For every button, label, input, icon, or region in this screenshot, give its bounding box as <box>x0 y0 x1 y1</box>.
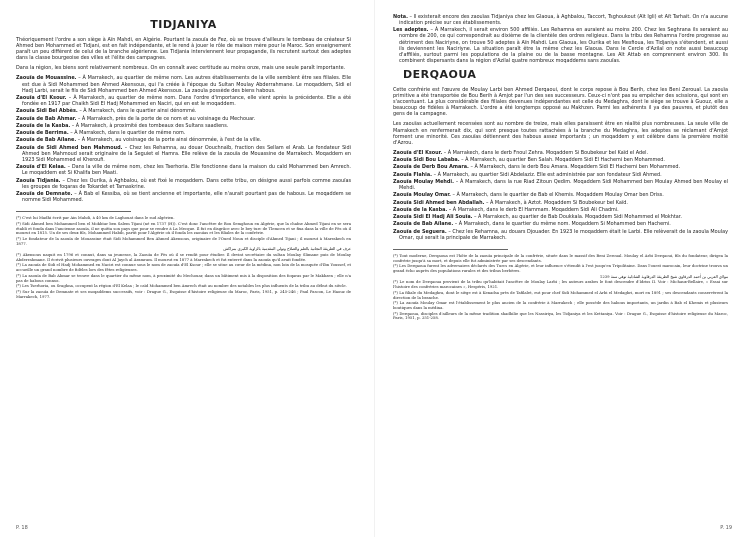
zaouia-name: Zaouïa Sidi Ahmed ben Abdallah. <box>393 199 485 206</box>
zaouia-text: – À Marrakech, dans la rue Riad Zitoun Qedim. Moqaddem Sidi Mohammed ben Moulay Ahmed ben Moulay el Mehdi. <box>399 178 729 191</box>
zaouia-text: – Chez les Rehamna, au douars Djouader. En 1923 le moqaddem était le Larbi. Elle relèverait de la zaouïa Moulay Omar, qui serait la principale de Marrakech. <box>399 228 728 241</box>
right-page <box>375 0 750 537</box>
note-text: – À Marrakech, il serait environ 500 affiliés. Les Rehamna en auraient au moins 200. Chez les Seghrana ils seraient au nombre de 200, ce qui correspondrait au dixième de la clientèle des ordres religieux. Dans la tribu des Rehamna l'ordre progresse au détriment des Naciriyne, on trouve 50 adeptes à Aïn Mahdi. Les Glaoua, les Ourika et les Mesfioua, les Tidjaniya s'étendent, et aussi ils deviennent les Naciriyne. La situation paraît être la même chez les Glaoua. Dans le Cercle d'Azilal on note aussi beaucoup d'affiliés, surtout parmi les populations de la plaine ou de la basse montagne. Les Aït Attab en comprennent environ 300. Ils combinent dispersants dans la région d'Azilal quatre nombreux moqaddems sans zaouïas. <box>399 27 728 64</box>
zaouia-entry <box>16 123 351 129</box>
zaouia-entry <box>393 214 728 220</box>
intro-paragraph: Théoriquement l'ordre a son siège à Aïn Mahdi, en Algérie. Pourtant la zaouïa de Fez, où se trouve d'ailleurs le tombeau de créateur Si Ahmed ben Mohammed et Tidjani, est en fait indépendante, et le rend à jouer le rôle de maison mère pour le Maroc. Son enseignement paraît un peu différent de celui de la branche algérienne. Les Tidjania interviennent leur propagande, ils recrutent surtout des adeptes dans la classe bourgeoise des villes et l'élite des campagnes. <box>16 37 351 62</box>
zaouia-list <box>16 75 351 203</box>
zaouia-entry <box>393 172 728 178</box>
zaouia-text: – Chez les Rehamna, au douar Oouchnaïb, fraction des Sellam el Arab. Le fondateur Sidi Ahmed ben Mahmoud serait originaire de la Seguiet el Hamra. Elle relève de la zaouïa de Mouassine de Marrakech. Moqaddem en 1923 Sidi Mohammed el Kheroufi. <box>22 144 351 163</box>
note-text: – Il existerait encore des zaouïas Tidjaniya chez les Glaoua, à Aghbalou, Taccort, Tsghoukout (Aït Igli) et Aït Tarhait. On n'a aucune indication précise sur ces établissements. <box>399 14 728 27</box>
zaouia-text: – À Marrakech, au quartier Sidi Abdelaziz. Elle est administrée par son fondateur Sidi Ahmed. <box>433 171 662 178</box>
left-page-title: TIDJANIYA <box>150 18 217 31</box>
footnote-arabic: مولاي العربي بن أحمد الدرقاوي شيخ الطريقة الدرقاوية الشاذلية توفي سنة 1239 <box>599 273 728 279</box>
note-entry <box>393 14 728 26</box>
zaouia-entry <box>16 95 351 107</box>
footnote: (*) Akensous naquit en 1796 et connut, dans sa jeunesse, la Zaouïa de Fès où il se rendit pour étudier. Il devint secrétaire du sultan Moulay Slimane puis de Moulay Abderrahmane. Il écrivit plusieurs ouvrages dont Al Jaych al Aramram. Il mourut en 1877 à Marrakech et fut enterré dans la zaouïa qu'il avait fondée. <box>16 252 351 262</box>
zaouia-name: Zaouïa de Bab Aïlane. <box>16 137 77 144</box>
footnote: (*) Le fondateur de la zaouïa de Mouassine était Sidi Mohammed Ben Ahmed Akensous, originaire de l'Oued Noun et disciple d'Ahmed Tijani ; il mourut à Marrakech en 1877. <box>16 235 351 246</box>
note-entry <box>393 27 728 64</box>
footnote: (*) La zaouïa Moulay Omar est l'établissement le plus ancien de la confrérie à Marrakech ; elle possède des habous importants, un jardin à Bab el Khemis et plusieurs boutiques dans la médina. <box>393 300 728 310</box>
footnote: (*) Sidi Ahmed ben Mohammed ben el Mokhtar ben Salem Tijani (né en 1737 (H)). C'est donc l'ancêtre de Bou Semghoun en Algérie, que la chaîne Ahmed Tijani en se sera établi et fonda dans l'ancienne zaouïa, il ne quitta son pays que pour se rendre à La Mecque. Il fut en disgrâce avec le bey turc de Tlemcen et se fixa dans la ville de Fès où il mourut en 1815. Un de ses deux fils, Mohammed Habib, partit pour l'Algérie où il fonda les zaouïas et les filiales de la confrérie. <box>16 220 351 236</box>
intro-paragraph: Dans la région, les biens sont relativement nombreux. On en connaît avec certitude au moins onze, mais une seule paraît importante. <box>16 65 346 72</box>
note-name: Les adeptes. <box>393 27 429 34</box>
footnote: (*) C'est lui Madhi écrit par Ain Mahdi, à 40 km de Laghouat dans le sud algérien. <box>16 215 175 221</box>
zaouia-text: – À Marrakech, à proximité des tombeaux des Sultans saadiens. <box>71 122 229 129</box>
footnote-divider <box>393 249 508 250</box>
zaouia-entry <box>393 207 728 213</box>
zaouia-name: Zaouïa de Derb Bou Amara. <box>393 164 469 171</box>
zaouia-name: Zaouïa Tidjania. <box>16 177 61 184</box>
zaouia-entry <box>16 191 351 203</box>
footnote: (*) Sur la zaouïa de Demnate et ses moqaddems successifs, voir : Drague G., Esquisse d'histoire religieuse du Maroc, Paris, 1951, p. 245-246 ; Paul Pascon, Le Haouz de Marrakech, 1977. <box>16 288 351 299</box>
zaouia-name: Zaouïa Sidi Bel Abbès. <box>16 108 78 115</box>
footnotes <box>16 216 351 299</box>
zaouia-text: – Chez les Ourika, à Aghbalou, où est fixé le moqaddem. Dans cette tribu, on désigne aussi parfois comme zaouïas les groupes de foqaras de Tokardet et Tamaskrine. <box>22 177 351 190</box>
right-page-title: DERQAOUA <box>403 67 477 81</box>
page-number: P. 19 <box>720 525 732 531</box>
zaouia-name: Zaouïa de Mouassine. <box>16 75 77 82</box>
zaouia-text: – À Marrakech, au quartier de Bab Doukkala. Moqaddem Sidi Mohammed el Mokhtar. <box>474 214 682 221</box>
zaouia-entry <box>393 221 728 227</box>
zaouia-list <box>393 150 728 241</box>
zaouia-name: Zaouïa Sidi El Hadj Ali Souïa. <box>393 214 473 221</box>
zaouia-text: – À Marrakech, dans le derb Fnoul Zehra. Moqaddem Si Boubekeur bel Kaïd el Adel. <box>443 149 649 156</box>
zaouia-name: Zaouïa de Seguera. <box>393 228 447 235</box>
zaouia-name: Zaouïa d'El Ksour. <box>16 94 67 101</box>
zaouia-text: – À Marrakech, dans le quartier ainsi dénommé. <box>79 108 197 115</box>
intro-paragraph: Cette confrérie est l'œuvre de Moulay Larbi ben Ahmed Derqaoui, dont le corps repose à Bou Berih, chez les Beni Zeroual. La zaouïa primitive a été transportée de Bou Berih à Amjot par l'un des ses successeurs. Ceux-ci n'ont pas su empêcher des scissions, qui sont en s'accentuant. La plus considérable des filiales devenues indépendantes est celle du Medaghra, dont le siège se trouve à Guouz, elle a beaucoup de fidèles à Marrakech. L'ordre a été longtemps opposé au Makhzen. Parmi les adhérents il ya des pauvres, et plutôt des gens de la campagne. <box>393 86 728 118</box>
footnote: (*) Les Derqaoua furent les adversaires déclarés des Turcs en Algérie, et leur influence s'étendit à l'est jusqu'en Tripolitaine. Dans l'ouest marocain, leur doctrine trouva un grand écho auprès des populations rurales et des tribus berbères. <box>393 263 728 273</box>
zaouia-name: Zaouïa de Demnate. <box>16 190 73 197</box>
zaouia-name: Zaouïa de Bab Aïlane. <box>393 221 454 228</box>
footnote: (*) Le nom de Derqaoua provient de la tribu qu'habitait l'ancêtre de Moulay Larbi ; les auteurs arabes le font descendre d'Idriss II. Voir : Michaux-Bellaire, « Essai sur l'histoire des confréries marocaines », Hespéris, 1921. <box>393 279 728 290</box>
zaouia-name: Zaouïa de Sidi Ahmed ben Mahmoud. <box>16 144 123 151</box>
zaouia-text: – À Marrakech, dans le quartier de même nom. <box>70 130 186 137</box>
zaouia-name: Zaouïa de Berrima. <box>16 130 69 137</box>
footnote: (*) Derqaoua, disciples d'ailleurs de la même tradition shadhilie que les Nassiriya, les Tidjaniya et les Kettaniya. Voir : Drague G., Esquisse d'histoire religieuse du Maroc, Paris, 1951, p. 251-258. <box>393 310 728 321</box>
zaouia-text: – À Marrakech, près de la porte de ce nom et au voisinage du Mechouar. <box>77 115 256 122</box>
zaouia-text: – À Marrakech, au quartier de même nom. Les autres établissements de la ville semblent être ses filiales. Elle est due à Sidi Mohammed ben Ahmed Akensous, qui l'a créée à l'époque du Sultan Moulay Abderrahmane. Le moqaddem, Sidi el Hadj Larbi, serait le fils de Sidi Mohammed ben Ahmed Akensous. La zaouïa possède des biens habous. <box>22 75 351 94</box>
tidjaniya-notes <box>393 14 728 64</box>
zaouia-text: – À Marrakech, au quartier de même nom. Dans l'ordre d'importance, elle vient après la précédente. Elle a été fondée en 1917 par Chaikh Sidi El Hadj Mohammed en Naciri, qui en est le moqaddem. <box>22 94 352 108</box>
zaouia-text: – À Marrakech, dans le derb El Hammam. Moqaddem Sidi Ali Chadmi. <box>448 206 619 213</box>
zaouia-entry <box>16 116 351 122</box>
footnote: (*) Tout moderne, Derqaoua est l'hôte de la zaouïa principale de la confrérie, située dans le massif des Beni Zeroual. Moulay el Arbi Derqaoui, fils du fondateur, dirigea la confrérie jusqu'à sa mort, et depuis elle fut administrée par ses descendants. <box>393 252 728 263</box>
zaouia-entry <box>393 200 728 206</box>
zaouia-name: Zaouïa Sidi Bou Lababa. <box>393 157 460 164</box>
zaouia-name: Zaouïa Moulay Omar. <box>393 192 451 199</box>
zaouia-entry <box>16 75 351 93</box>
footnotes <box>393 254 728 321</box>
zaouia-entry <box>16 130 351 136</box>
zaouia-entry <box>393 192 728 198</box>
zaouia-entry <box>16 145 351 163</box>
zaouia-entry <box>393 164 728 170</box>
zaouia-entry <box>16 137 351 143</box>
footnote: (*) La filiale du Medaghra, dont le siège est à Kenadsa près de Tafilalet, eut pour chef Sidi Mohammed el Arbi el Medaghri, mort en 1891 ; ses descendants conservèrent la direction de la branche. <box>393 289 728 300</box>
zaouia-entry <box>393 229 728 241</box>
zaouia-entry <box>16 178 351 190</box>
intro-paragraph: Les zaouïas actuellement recensées sont au nombre de treize, mais elles paraissent être en réalité plus nombreuses. La seule ville de Marrakech en renfermerait dix, qui sont presque toutes rattachées à la branche du Medaghra, les adeptes se réclamant d'Amjot forment une minorité. Ces zaouïas détiennent des habous assez importants ; un moqaddem y est célèbre dans la première moitié d'Azrou. <box>393 121 728 146</box>
zaouia-text: – À Marrakech, au voisinage de la porte ainsi dénommée, à l'est de la ville. <box>77 137 262 144</box>
zaouia-text: – À Marrakech, dans le quartier du même nom. Moqaddem Si Mohammed ben Hachemi. <box>454 221 671 228</box>
zaouia-name: Zaouïa de la Kasba. <box>16 122 71 129</box>
footnote: (*) Les Tserhoria, ou Sraghna, occupent la région d'El Kelaa ; le caïd Mohammed ben Amrech était au nombre des notables les plus influents de la tribu au début du siècle. <box>16 283 347 289</box>
zaouia-entry <box>16 108 351 114</box>
footnote: (*) La zaouïa de Bab Ahmar se trouve dans le quartier du même nom, à proximité du Mechouar, dans un bâtiment mis à la disposition des foqaras par le Makhzen ; elle n'a pas de habous connus. <box>16 272 351 283</box>
footnote-divider <box>16 211 131 212</box>
footnote: (*) La zaouïa de Sidi el Hadj Mohammed en Naciri est connue sous le nom de zaouïa d'El Ksour ; elle se situe au cœur de la médina, non loin de la mosquée d'Ibn Youssef, et accueille un grand nombre de fidèles lors des fêtes religieuses. <box>16 262 351 273</box>
footnote-arabic: عرف في الطريقة التجانية بالعلم والصلاح وتولى المقدمية بالزاوية الكبرى بمراكش <box>223 246 351 252</box>
zaouia-entry <box>393 157 728 163</box>
zaouia-name: Zaouïa Flahia. <box>393 171 433 178</box>
zaouia-name: Zaouïa Moulay Mehdi. <box>393 178 454 185</box>
zaouia-text: – À Marrakech, dans le derb Bou Amara. Moqaddem Sidi El Hachemi ben Mohammed. <box>470 164 681 171</box>
zaouia-text: – À Marrakech, dans le quartier de Bab el Khemis. Moqaddem Moulay Omar ben Driss. <box>452 192 664 199</box>
page-number: P. 18 <box>16 525 28 531</box>
zaouia-text: – À Marrakech, à Aztot. Moqaddem Si Boubekeur bel Kaïd. <box>485 199 628 206</box>
zaouia-entry <box>393 150 728 156</box>
zaouia-text: – À Marrakech, au quartier Ben Salah. Moqaddem Sidi El Hachemi ben Mohammed. <box>461 157 665 164</box>
zaouia-text: – Dans la ville de même nom, chez les Tserhoria. Elle fonctionne dans la maison du caïd Mohammed ben Amrech. Le moqaddem est Si Khalifa ben Maati. <box>22 164 351 177</box>
zaouia-name: Zaouïa de la Kasba. <box>393 206 448 213</box>
zaouia-name: Zaouïa d'El Kelaa. <box>16 164 66 171</box>
zaouia-entry <box>16 164 351 176</box>
note-name: Nota. <box>393 14 408 20</box>
zaouia-text: – À Bab el Kessiba, où se tient ancienne et importante, elle n'aurait pourtant pas de habous. Le moqaddem se nomme Sidi Mohammed. <box>22 190 351 204</box>
zaouia-entry <box>393 179 728 191</box>
zaouia-name: Zaouïa d'El Ksour. <box>393 149 443 156</box>
zaouia-name: Zaouïa de Bab Ahmar. <box>16 115 77 122</box>
